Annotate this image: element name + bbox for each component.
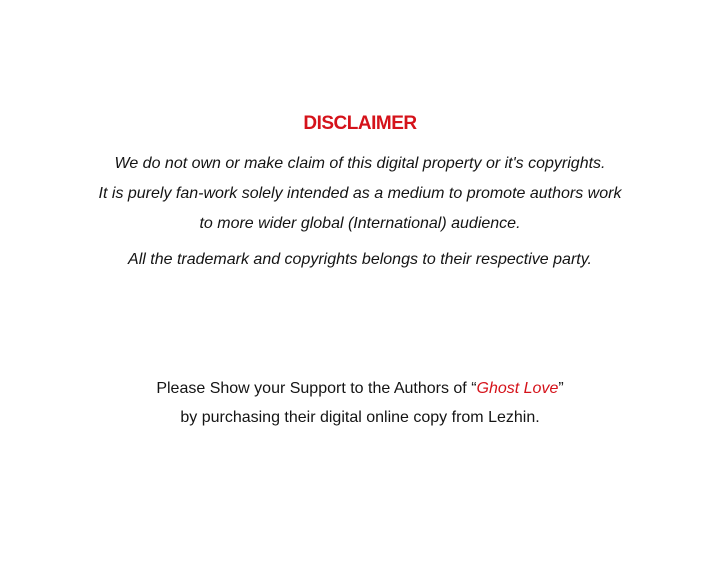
- disclaimer-paragraph-2: All the trademark and copyrights belongs to their respective party.: [128, 251, 592, 268]
- disclaimer-paragraph-1-line-2: It is purely fan-work solely intended as a medium to promote authors work: [98, 185, 622, 202]
- support-line-1-suffix: ”: [558, 380, 564, 397]
- series-title: Ghost Love: [476, 380, 559, 397]
- disclaimer-paragraph-1-line-3: to more wider global (International) audience.: [199, 215, 521, 232]
- support-line-1-prefix: Please Show your Support to the Authors of “: [156, 380, 477, 397]
- disclaimer-paragraph-1: [0, 149, 720, 239]
- support-line-1: [0, 374, 720, 403]
- disclaimer-heading: DISCLAIMER: [303, 113, 417, 134]
- support-message: [0, 374, 720, 432]
- support-line-2: by purchasing their digital online copy from Lezhin.: [180, 409, 540, 426]
- disclaimer-paragraph-1-line-1: We do not own or make claim of this digital property or it's copyrights.: [114, 155, 606, 172]
